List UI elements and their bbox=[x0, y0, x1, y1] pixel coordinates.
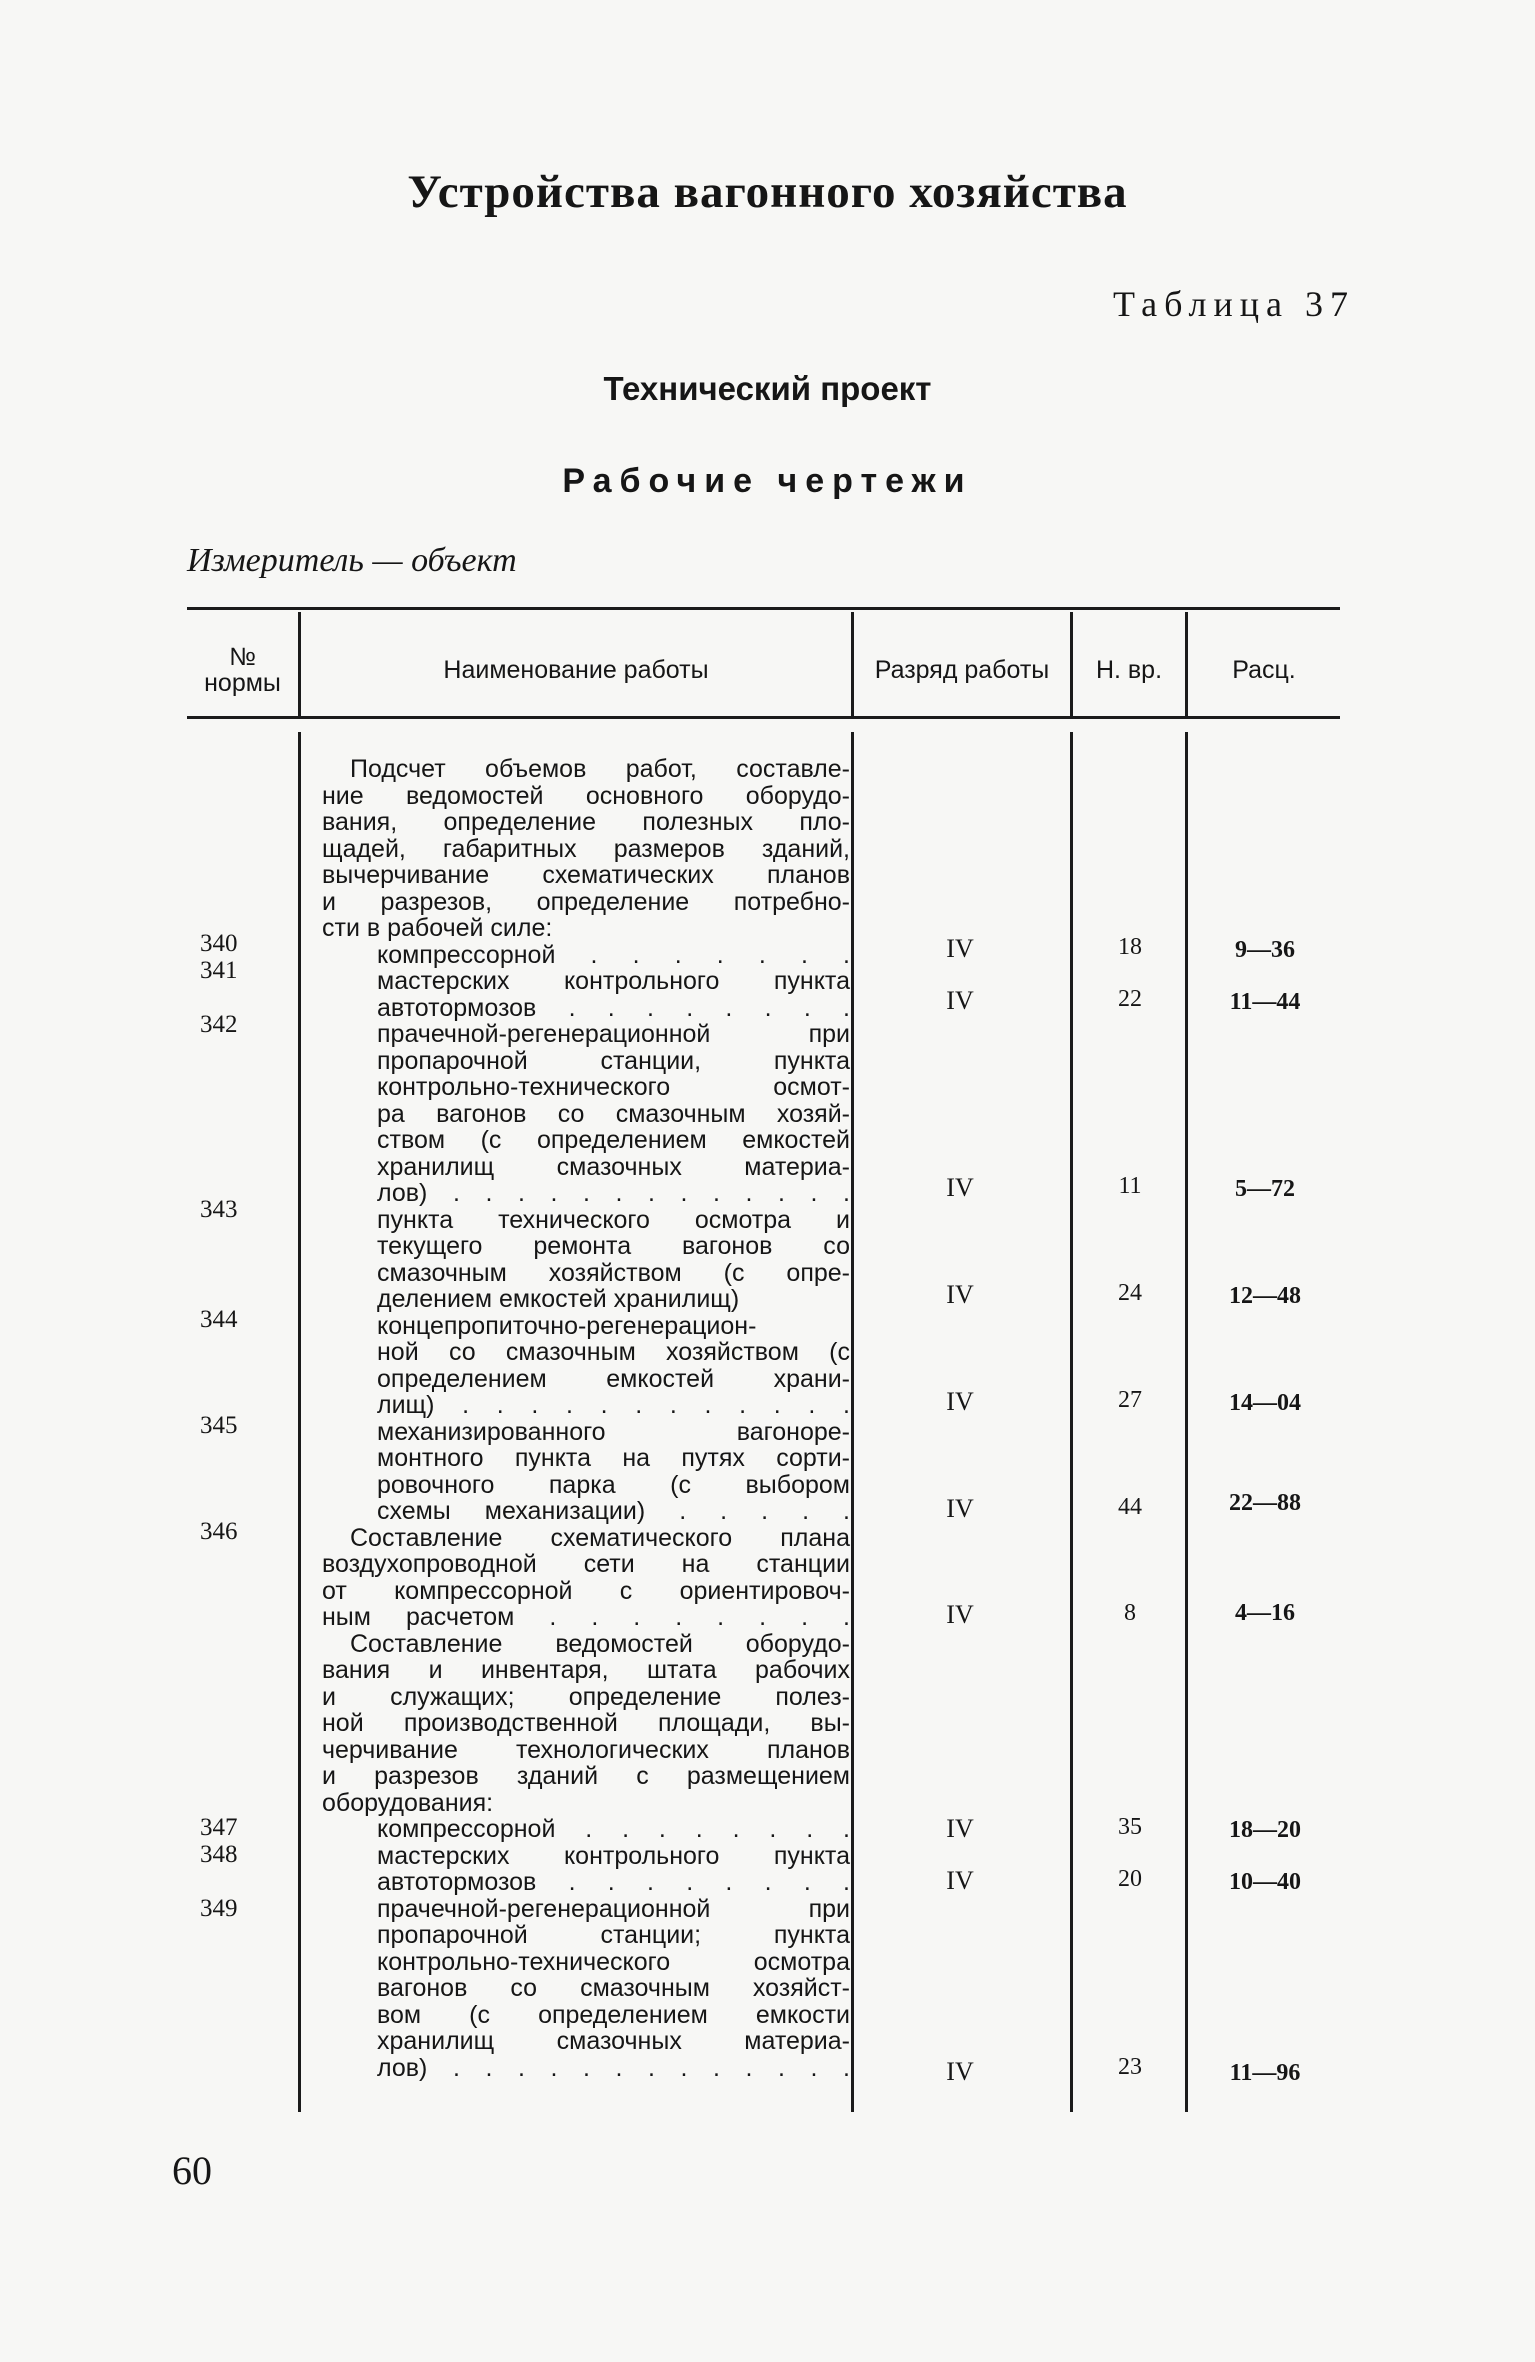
text-line: контрольно-технического осмот- bbox=[377, 1073, 850, 1101]
norm-number: 344 bbox=[200, 1306, 238, 1333]
text-line: компрессорной . . . . . . . . bbox=[377, 1815, 850, 1843]
text-line: мастерских контрольного пункта bbox=[377, 1841, 850, 1870]
text-line: воздухопроводной сети на станции bbox=[322, 1550, 850, 1578]
text-line: ной со смазочным хозяйством (с bbox=[377, 1338, 850, 1366]
table-top-rule bbox=[187, 607, 1340, 610]
work-grade: IV bbox=[946, 2057, 974, 2086]
norm-header-symbol: № bbox=[229, 643, 256, 671]
text-line: текущего ремонта вагонов со bbox=[377, 1232, 850, 1260]
text-line: Составление схематического плана bbox=[350, 1523, 850, 1552]
text-line: схемы механизации) . . . . . bbox=[377, 1497, 850, 1525]
text-line: компрессорной . . . . . . . bbox=[377, 940, 850, 969]
work-grade: IV bbox=[946, 934, 974, 963]
column-divider bbox=[1070, 732, 1073, 2112]
rate-value: 4—16 bbox=[1235, 1600, 1295, 1626]
norm-number: 343 bbox=[200, 1196, 238, 1223]
text-line: ным расчетом . . . . . . . . bbox=[322, 1603, 850, 1631]
text-line: вом (с определением емкости bbox=[377, 2000, 850, 2029]
work-grade: IV bbox=[946, 1494, 974, 1523]
time-norm: 23 bbox=[1118, 2054, 1142, 2080]
text-line: ние ведомостей основного оборудо- bbox=[322, 781, 850, 810]
text-line: автотормозов . . . . . . . . bbox=[377, 993, 850, 1022]
norm-number: 340 bbox=[200, 930, 238, 957]
text-line: лов) . . . . . . . . . . . . . bbox=[377, 2053, 850, 2082]
text-line: определением емкостей храни- bbox=[377, 1364, 850, 1393]
text-line: концепропиточно-регенерацион- bbox=[377, 1311, 757, 1340]
text-line: ством (с определением емкостей bbox=[377, 1126, 850, 1154]
norm-number: 345 bbox=[200, 1412, 238, 1439]
text-line: лищ) . . . . . . . . . . . . bbox=[377, 1391, 850, 1419]
text-line: прачечной-регенерационной при bbox=[377, 1894, 850, 1923]
time-norm: 11 bbox=[1118, 1173, 1142, 1199]
page-number: 60 bbox=[172, 2148, 212, 2193]
text-line: вания и инвентаря, штата рабочих bbox=[322, 1656, 850, 1684]
work-grade: IV bbox=[946, 1814, 974, 1843]
text-line: Составление ведомостей оборудо- bbox=[350, 1629, 850, 1658]
norm-number: 347 bbox=[200, 1814, 238, 1841]
column-header-norm bbox=[187, 620, 298, 720]
stage-working-drawings: Рабочие чертежи bbox=[562, 462, 973, 500]
norm-number: 342 bbox=[200, 1011, 238, 1038]
work-grade: IV bbox=[946, 1866, 974, 1895]
column-divider bbox=[1185, 732, 1188, 2112]
time-norm: 20 bbox=[1118, 1866, 1142, 1892]
time-norm: 35 bbox=[1118, 1814, 1142, 1840]
text-line: контрольно-технического осмотра bbox=[377, 1947, 850, 1976]
column-divider bbox=[851, 732, 854, 2112]
rate-value: 10—40 bbox=[1229, 1869, 1301, 1895]
work-grade: IV bbox=[946, 1280, 974, 1309]
text-line: лов) . . . . . . . . . . . . . bbox=[377, 1179, 850, 1207]
text-line: автотормозов . . . . . . . . bbox=[377, 1868, 850, 1896]
text-line: делением емкостей хранилищ) bbox=[377, 1285, 740, 1313]
work-description bbox=[322, 756, 850, 2081]
text-line: пункта технического осмотра и bbox=[377, 1205, 850, 1234]
column-header-name: Наименование работы bbox=[443, 656, 709, 684]
rate-value: 22—88 bbox=[1229, 1490, 1301, 1516]
text-line: мастерских контрольного пункта bbox=[377, 967, 850, 995]
rate-value: 11—44 bbox=[1229, 989, 1301, 1015]
text-line: оборудования: bbox=[322, 1788, 494, 1817]
work-grade: IV bbox=[946, 1387, 974, 1416]
rate-value: 9—36 bbox=[1235, 937, 1295, 963]
text-line: и разрезов зданий с размещением bbox=[322, 1762, 850, 1790]
text-line: пропарочной станции; пункта bbox=[377, 1921, 850, 1949]
measure-unit: Измеритель — объект bbox=[187, 542, 517, 579]
text-line: черчивание технологических планов bbox=[322, 1735, 850, 1764]
rate-value: 11—96 bbox=[1229, 2060, 1301, 2086]
text-line: вычерчивание схематических планов bbox=[322, 861, 850, 889]
text-line: вагонов со смазочным хозяйст- bbox=[377, 1974, 850, 2002]
text-line: монтного пункта на путях сорти- bbox=[377, 1444, 850, 1472]
text-line: хранилищ смазочных материа- bbox=[377, 2027, 850, 2055]
column-header-grade: Разряд работы bbox=[874, 656, 1050, 684]
time-norm: 24 bbox=[1118, 1280, 1142, 1306]
text-line: сти в рабочей силе: bbox=[322, 914, 553, 942]
table-number: Таблица 37 bbox=[1113, 284, 1355, 324]
rate-value: 5—72 bbox=[1235, 1176, 1295, 1202]
text-line: вания, определение полезных пло- bbox=[322, 808, 850, 836]
norm-header-word: нормы bbox=[204, 669, 281, 697]
text-line: прачечной-регенерационной при bbox=[377, 1020, 850, 1048]
time-norm: 18 bbox=[1118, 934, 1142, 960]
stage-technical-project: Технический проект bbox=[603, 370, 932, 407]
work-grade: IV bbox=[946, 1600, 974, 1629]
rate-value: 18—20 bbox=[1229, 1817, 1301, 1843]
text-line: и служащих; определение полез- bbox=[322, 1682, 850, 1711]
work-grade: IV bbox=[946, 986, 974, 1015]
time-norm: 8 bbox=[1124, 1600, 1136, 1626]
rate-value: 12—48 bbox=[1229, 1283, 1301, 1309]
norm-number: 341 bbox=[200, 957, 238, 984]
rate-value: 14—04 bbox=[1229, 1390, 1301, 1416]
text-line: Подсчет объемов работ, составле- bbox=[350, 755, 850, 783]
norm-number: 349 bbox=[200, 1895, 238, 1922]
norm-number: 348 bbox=[200, 1841, 238, 1868]
text-line: хранилищ смазочных материа- bbox=[377, 1152, 850, 1181]
text-line: и разрезов, определение потребно- bbox=[322, 887, 850, 916]
text-line: механизированного вагоноре- bbox=[377, 1417, 850, 1446]
norm-number: 346 bbox=[200, 1518, 238, 1545]
text-line: ра вагонов со смазочным хозяй- bbox=[377, 1099, 850, 1128]
text-line: смазочным хозяйством (с опре- bbox=[377, 1258, 850, 1287]
column-divider bbox=[298, 732, 301, 2112]
time-norm: 27 bbox=[1118, 1387, 1142, 1413]
text-line: пропарочной станции, пункта bbox=[377, 1046, 850, 1075]
column-header-rate: Расц. bbox=[1232, 656, 1296, 684]
work-grade: IV bbox=[946, 1173, 974, 1202]
text-line: ровочного парка (с выбором bbox=[377, 1470, 850, 1499]
column-header-hours: Н. вр. bbox=[1095, 656, 1163, 684]
time-norm: 44 bbox=[1118, 1494, 1142, 1520]
text-line: от компрессорной с ориентировоч- bbox=[322, 1576, 850, 1605]
text-line: щадей, габаритных размеров зданий, bbox=[322, 834, 850, 863]
text-line: ной производственной площади, вы- bbox=[322, 1709, 850, 1737]
time-norm: 22 bbox=[1118, 986, 1142, 1012]
page-title: Устройства вагонного хозяйства bbox=[407, 166, 1128, 218]
